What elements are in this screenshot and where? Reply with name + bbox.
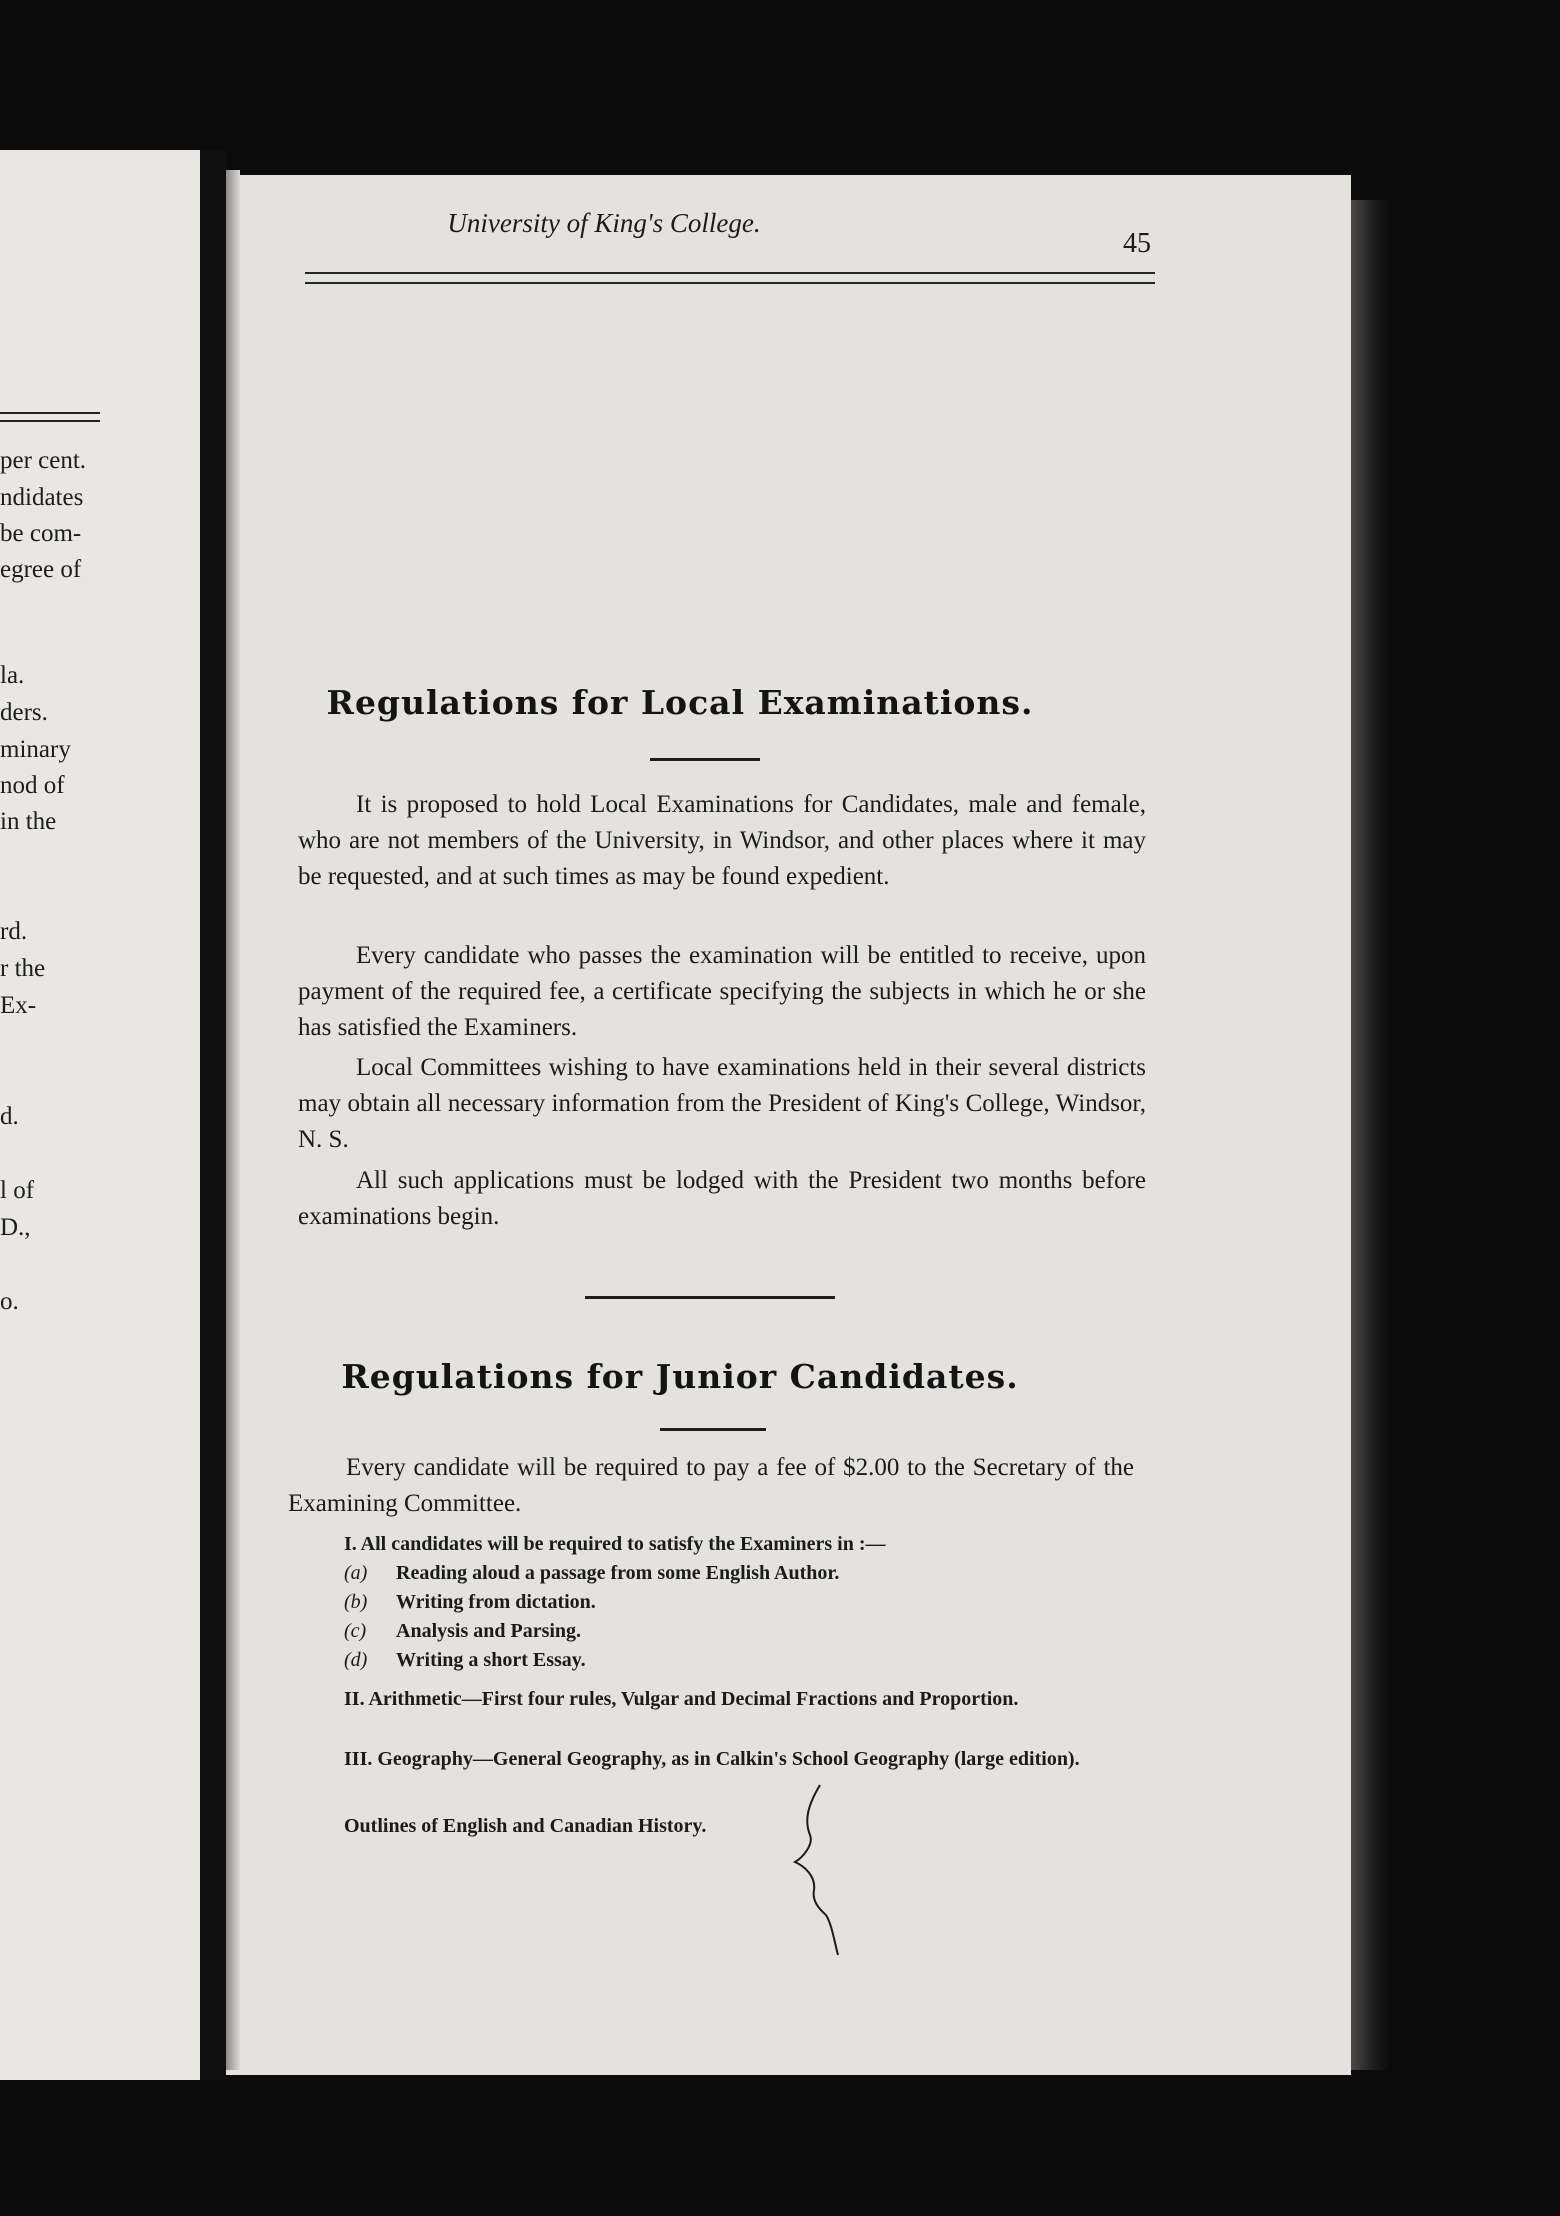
- running-head: University of King's College.: [447, 208, 761, 238]
- requirement-1: I. All candidates will be required to satisfy the Examiners in :—: [344, 1533, 886, 1555]
- rule-line: [0, 420, 100, 422]
- text-fragment: in the: [0, 808, 57, 835]
- paragraph: Every candidate will be required to pay a fee of $2.00 to the Secretary of the Examining Committee.: [288, 1454, 1134, 1517]
- item-letter: (c): [344, 1620, 367, 1642]
- paragraph: It is proposed to hold Local Examinations for Candidates, male and female, who are not members of the University, in Windsor, and other places where it may be requested, and at such times as may be found expedient.: [298, 791, 1146, 890]
- header-rule: [305, 272, 1155, 284]
- section-title-local-examinations: Regulations for Local Examinations.: [326, 683, 1034, 722]
- text-fragment: per cent.: [0, 447, 87, 474]
- text-fragment: ndidates: [0, 484, 84, 511]
- page-edge: [1351, 200, 1391, 2070]
- requirement-item: [344, 1588, 596, 1617]
- rule-line: [0, 412, 100, 414]
- section-separator: [585, 1296, 835, 1299]
- text-fragment: rd.: [0, 918, 28, 945]
- requirement-item: [344, 1617, 581, 1646]
- text-fragment: la.: [0, 662, 25, 689]
- text-fragment: nod of: [0, 772, 65, 799]
- item-text: Writing a short Essay.: [396, 1649, 586, 1671]
- item-letter: (d): [344, 1649, 368, 1671]
- text-fragment: l of: [0, 1177, 35, 1204]
- text-fragment: egree of: [0, 556, 82, 583]
- text-fragment: o.: [0, 1288, 19, 1315]
- previous-page-fragment: [0, 150, 205, 2080]
- requirement-item: [344, 1559, 839, 1588]
- paragraph: Local Committees wishing to have examinations held in their several districts may obtain all necessary information from the President of King's College, Windsor, N. S.: [298, 1054, 1146, 1153]
- item-letter: (a): [344, 1562, 368, 1584]
- text-fragment: r the: [0, 955, 46, 982]
- title-underline: [650, 758, 760, 761]
- page-number: 45: [1123, 228, 1151, 259]
- item-letter: (b): [344, 1591, 368, 1613]
- paragraph: All such applications must be lodged with the President two months before examinations begin.: [298, 1167, 1146, 1230]
- paragraph: Every candidate who passes the examination will be entitled to receive, upon payment of the required fee, a certificate specifying the subjects in which he or she has satisfied the Examiners.: [298, 942, 1146, 1041]
- requirement-3: III. Geography—General Geography, as in Calkin's School Geography (large edition).: [344, 1748, 1080, 1770]
- item-text: Analysis and Parsing.: [396, 1620, 582, 1642]
- requirement-item: [344, 1646, 586, 1675]
- text-fragment: Ex-: [0, 992, 37, 1019]
- section-title-junior-candidates: Regulations for Junior Candidates.: [341, 1357, 1019, 1396]
- text-fragment: be com-: [0, 520, 82, 547]
- text-fragment: minary: [0, 736, 71, 763]
- title-underline: [660, 1428, 766, 1431]
- item-text: Writing from dictation.: [396, 1591, 596, 1613]
- requirement-2: II. Arithmetic—First four rules, Vulgar and Decimal Fractions and Proportion.: [344, 1688, 1019, 1710]
- text-fragment: ders.: [0, 699, 48, 726]
- text-fragment: D.,: [0, 1214, 31, 1241]
- text-fragment: d.: [0, 1103, 19, 1130]
- requirement-4: Outlines of English and Canadian History.: [344, 1815, 707, 1837]
- gutter-shadow: [226, 170, 240, 2070]
- book-spine: [200, 150, 226, 2080]
- item-text: Reading aloud a passage from some English Author.: [396, 1562, 840, 1584]
- handwritten-brace-mark: [790, 1780, 860, 1960]
